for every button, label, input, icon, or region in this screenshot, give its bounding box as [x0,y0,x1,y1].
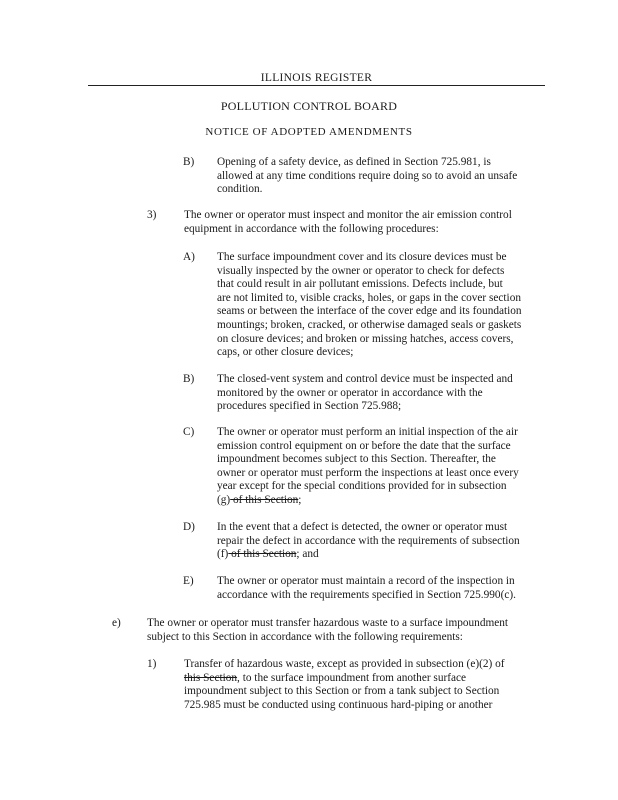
struck-text: this Section [184,671,238,684]
paragraph-text: The surface impoundment cover and its closure devices must be visually inspected by the owner or operator to check for defects that could result in air pollutant emissions. Defects include, but are not limited to, visible cracks, holes, or gaps in the cover section seams or between the interface of the cover edge and its foundation mountings; broken, cracked, or otherwise damaged seals or gaskets on closure devices; and broken or missing hatches, access covers, caps, or other closure devices; [217,251,522,359]
paragraph-text: The closed-vent system and control device must be inspected and monitored by the owner or operator in accordance with the procedures specified in Section 725.988; [217,373,513,413]
notice-title: NOTICE OF ADOPTED AMENDMENTS [205,126,413,138]
paragraph-text: The owner or operator must perform an initial inspection of the air emission control equipment on or before the date that the surface impoundment becomes subject to this Section. Thereafter, the owner or operator must perform the inspections at least once every year except for the special conditions provided for in subsection (g) of this Section; [217,426,519,506]
header-rule [88,85,545,86]
paragraph-marker: 1) [147,658,157,670]
register-title: ILLINOIS REGISTER [258,72,375,84]
register-header [88,72,545,86]
board-title: POLLUTION CONTROL BOARD [220,99,398,113]
paragraph-marker: B) [183,373,195,385]
struck-text: of this Section [228,548,297,561]
paragraph-text: The owner or operator must inspect and monitor the air emission control equipment in accordance with the following procedures: [184,209,512,235]
paragraph-marker: A) [183,251,195,263]
paragraph-marker: e) [112,617,121,629]
paragraph-text: In the event that a defect is detected, the owner or operator must repair the defect in accordance with the requirements of subsection (f) of this Section; and [217,521,520,561]
paragraph-text: The owner or operator must maintain a record of the inspection in accordance with the requirements specified in Section 725.990(c). [217,575,516,601]
struck-text: of this Section [230,493,299,506]
paragraph-marker: E) [183,575,194,587]
paragraph-marker: B) [183,156,195,168]
paragraph-text: Opening of a safety device, as defined in Section 725.981, is allowed at any time conditions require doing so to avoid an unsafe condition. [217,156,518,196]
paragraph-marker: 3) [147,209,157,221]
paragraph-marker: C) [183,426,195,438]
paragraph-marker: D) [183,521,195,533]
paragraph-text: Transfer of hazardous waste, except as provided in subsection (e)(2) of this Section, to the surface impoundment from another surface impoundment subject to this Section or from a tank subject to Section 725.985 must be conducted using continuous hard-piping or another [184,658,505,711]
paragraph-text: The owner or operator must transfer hazardous waste to a surface impoundment subject to this Section in accordance with the following requirements: [147,617,509,643]
